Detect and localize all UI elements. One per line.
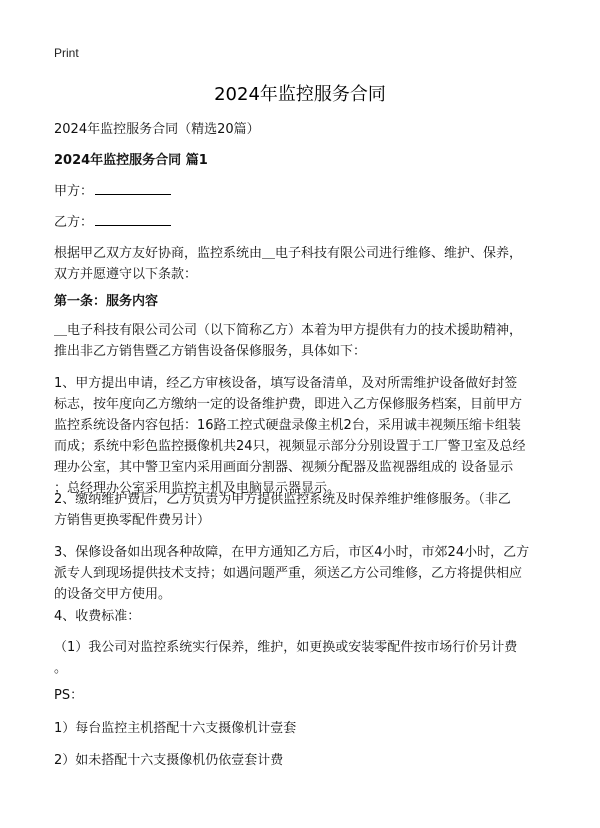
ps-item: 2）如未搭配十六支摄像机仍依壹套计费 [54,753,284,768]
item2-line: 方销售更换零配件费另计） [54,513,211,528]
article1-line: 推出非乙方销售暨乙方销售设备保修服务，具体如下： [54,344,367,359]
item3-line: 的设备交甲方使用。 [54,587,172,602]
item1-line: 理办公室，其中警卫室内采用画面分割器、视频分配器及监视器组成的 设备显示 [54,460,514,475]
article1-line: ＿电子科技有限公司公司（以下简称乙方）本着为甲方提供有力的技术援助精神， [54,323,523,338]
intro-paragraph [54,243,554,285]
item3-line: 派专人到现场提供技术支持；如遇问题严重，须送乙方公司维修，乙方将提供相应 [54,566,523,581]
party-b-line [54,211,171,234]
item4-sub-line: （1）我公司对监控系统实行保养，维护，如更换或安装零配件按市场行价另计费 [54,640,518,655]
article1-paragraph [54,320,554,362]
item1-line: 而成；系统中彩色监控摄像机共24只，视频显示部分分别设置于工厂警卫室及总经 [54,439,526,454]
intro-line: 双方并愿遵守以下条款： [54,267,198,282]
party-b-label: 乙方： [54,215,94,230]
item4-sub-paragraph [54,637,554,679]
item3-paragraph [54,542,554,605]
party-b-blank [95,211,171,226]
item4-sub-line: 。 [54,661,68,676]
party-a-label: 甲方： [54,184,94,199]
item1-line: 监控系统设备内容包括：16路工控式硬盘录像主机2台，采用诚丰视频压缩卡组装 [54,418,521,433]
party-a-line [54,180,171,203]
ps-item: 1）每台监控主机搭配十六支摄像机计壹套 [54,721,297,736]
item1-line: ；总经理办公室采用监控主机及电脑显示器显示。 [54,481,341,496]
party-a-blank [95,180,171,195]
item2-paragraph [54,489,554,531]
article1-heading: 第一条：服务内容 [54,294,159,309]
item2-line: 2、缴纳维护费后，乙方负责为甲方提供监控系统及时保养维护维修服务。（非乙 [54,492,511,507]
print-link[interactable]: Print [54,46,79,60]
item4-heading: 4、收费标准： [54,609,141,624]
subtitle: 2024年监控服务合同（精选20篇） [54,122,260,137]
section-heading: 2024年监控服务合同 篇1 [54,153,208,168]
page-title: 2024年监控服务合同 [214,84,386,105]
intro-line: 根据甲乙双方友好协商，监控系统由＿电子科技有限公司进行维修、维护、保养， [54,246,523,261]
item1-paragraph [54,373,554,499]
item1-line: 1、甲方提出申请，经乙方审核设备，填写设备清单，及对所需维护设备做好封签 [54,376,518,391]
item3-line: 3、保修设备如出现各种故障，在甲方通知乙方后，市区4小时，市郊24小时，乙方 [54,545,530,560]
item1-line: 标志，按年度向乙方缴纳一定的设备维护费，即进入乙方保修服务档案，目前甲方 [54,397,523,412]
ps-label: PS： [54,688,84,703]
